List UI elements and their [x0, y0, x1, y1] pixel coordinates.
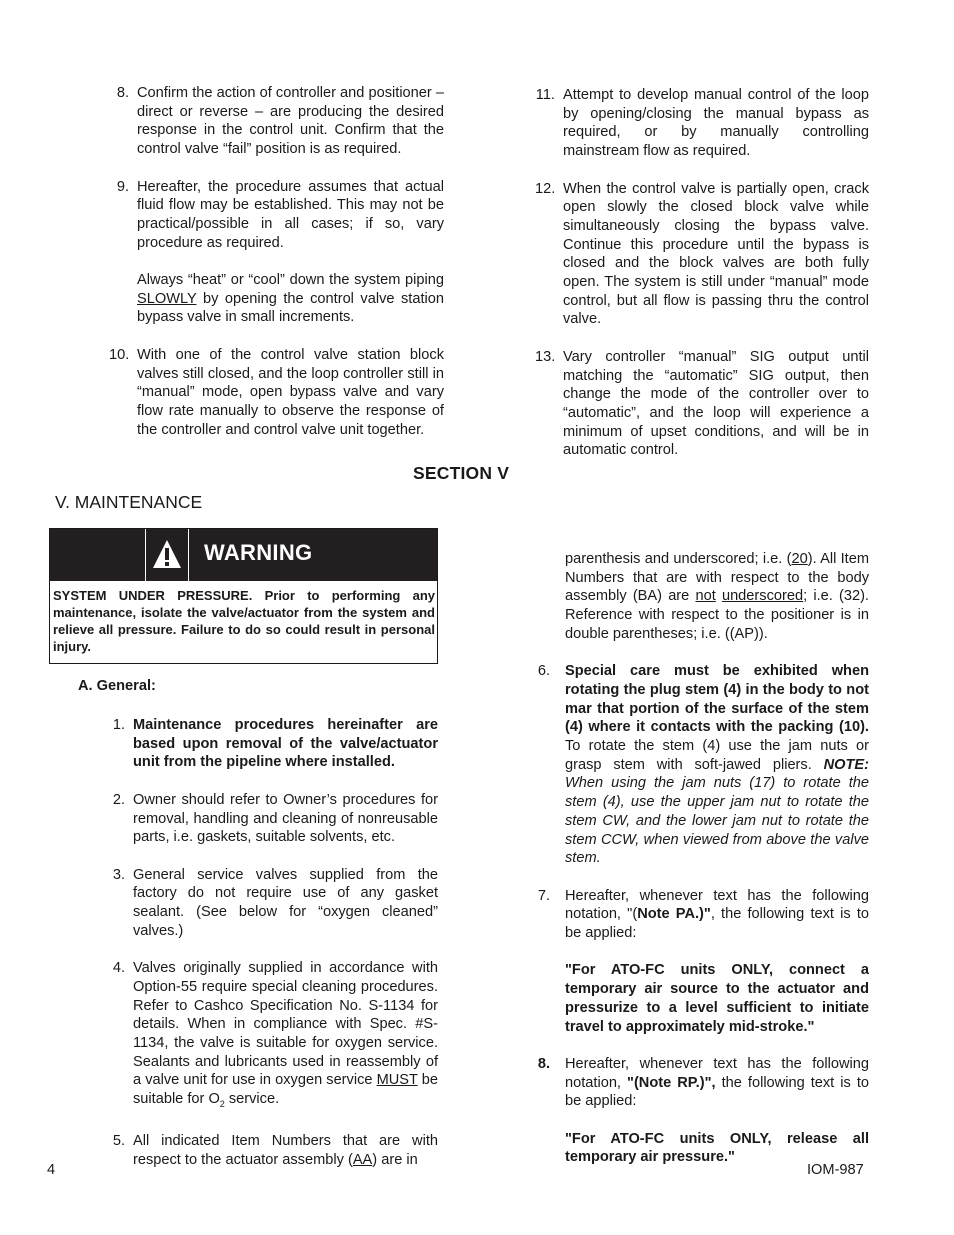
text-run: by opening the control valve station bypass valve in small increments. — [137, 290, 444, 326]
warning-icon-cell — [145, 529, 189, 581]
list-item-8b — [535, 1055, 869, 1167]
bottom-right-column — [535, 550, 869, 1186]
item-number: 8. — [537, 1055, 550, 1072]
text-run: Hereafter, whenever text has the following notation, — [565, 1055, 869, 1091]
text-run: ; i.e. (32). Reference with respect to the positioner is in double parentheses; i.e. ((AP)). — [565, 588, 869, 642]
item-number: 13. — [535, 348, 556, 365]
item-number: 1. — [112, 717, 125, 733]
text-run: the following text is to be applied: — [565, 1074, 870, 1110]
text-run: ). All Item Numbers that are with respect to the body assembly (BA) are — [565, 551, 869, 605]
item-text: With one of the control valve station block valves still closed, and the loop controller still in “manual” mode, open bypass valve and vary flow rate manually to observe the response of the controller and control valve unit together. — [137, 346, 444, 438]
item-text: General service valves supplied from the factory do not require use of any gasket sealant. (See below for “oxygen cleaned” valves.) — [133, 866, 438, 939]
item-number: 9. — [116, 178, 129, 195]
item-text-paragraph-2: "For ATO-FC units ONLY, connect a temporary air source to the actuator and pressurize to a level sufficient to initiate travel to approximately mid-stroke." — [565, 962, 869, 1035]
item-number: 6. — [537, 663, 550, 680]
general-heading: A. General: — [78, 678, 156, 694]
text-run: ) are in — [372, 1152, 418, 1169]
list-item-13 — [535, 348, 869, 460]
underlined-text: MUST — [376, 1072, 418, 1089]
item-text — [565, 662, 869, 868]
list-item-10 — [109, 346, 444, 440]
text-run: Valves originally supplied in accordance with Option-55 require special cleaning procedures. Refer to Cashco Specification No. S-1134 for details. When in compliance with Spec. #S-1134, the valve is suitable for oxygen service. Sealants and lubricants used in reassembly of a valve unit for use in oxygen service — [133, 960, 438, 1089]
text-run: parenthesis and underscored; i.e. ( — [565, 551, 792, 567]
bold-text: Note PA.)" — [637, 906, 711, 923]
warning-box — [49, 528, 438, 664]
maintenance-heading: V. MAINTENANCE — [55, 492, 203, 512]
item-text — [565, 887, 869, 943]
item-text: Maintenance procedures hereinafter are based upon removal of the valve/actuator unit from the pipeline where installed. — [133, 717, 438, 771]
section-heading: SECTION V — [413, 463, 510, 483]
underlined-text: AA — [352, 1152, 373, 1169]
text-run: be suitable for O — [133, 1072, 438, 1108]
note-label: NOTE: — [823, 756, 869, 773]
list-item-1 — [105, 716, 438, 772]
item-text — [133, 959, 438, 1114]
text-run: service. — [224, 1091, 280, 1108]
list-item-6 — [535, 662, 869, 868]
list-item-5 — [105, 1132, 438, 1169]
top-right-column — [535, 86, 869, 479]
underlined-text: underscored — [721, 588, 804, 605]
list-item-2 — [105, 791, 438, 847]
warning-text: SYSTEM UNDER PRESSURE. Prior to performing any maintenance, isolate the valve/actuator from the system and relieve all pressure. Failure to do so could result in personal injury. — [53, 588, 435, 654]
text-run: , the following text is to be applied: — [565, 906, 869, 942]
list-item-8 — [109, 84, 444, 159]
list-item-3 — [105, 866, 438, 941]
bold-text: Special care must be exhibited when rotating the plug stem (4) in the body to not mar that portion of the surface of the stem (4) where it contacts with the packing (10). — [565, 663, 869, 736]
underlined-text: SLOWLY — [137, 290, 197, 307]
warning-triangle-icon — [152, 538, 182, 570]
italic-text: When using the jam nuts (17) to rotate the stem (4), use the upper jam nut to rotate the stem CW, and the lower jam nut to rotate the stem CCW, when viewed from above the valve stem. — [565, 775, 869, 867]
list-item-7 — [535, 887, 869, 1037]
item-number: 3. — [112, 866, 125, 883]
page-number: 4 — [47, 1162, 56, 1178]
top-left-column — [109, 84, 444, 458]
text-run: Always “heat” or “cool” down the system piping — [137, 272, 444, 288]
item-number: 11. — [535, 87, 555, 103]
underlined-text: 20 — [791, 551, 808, 567]
underlined-text: not — [695, 588, 716, 605]
item-text-paragraph-2: "For ATO-FC units ONLY, release all temporary air pressure." — [565, 1130, 869, 1166]
item-text: Owner should refer to Owner’s procedures for removal, handling and cleaning of nonreusable parts, i.e. gaskets, suitable solvents, etc. — [133, 791, 438, 846]
text-run: Hereafter, whenever text has the following notation, "( — [565, 887, 869, 923]
item-text — [133, 1132, 438, 1169]
item-text — [565, 1055, 869, 1111]
document-id: IOM-987 — [807, 1162, 864, 1178]
subscript: 2 — [219, 1098, 225, 1109]
item-number: 2. — [112, 791, 125, 808]
item-text-paragraph-2 — [137, 271, 444, 327]
text-run: All indicated Item Numbers that are with respect to the actuator assembly ( — [133, 1133, 438, 1169]
warning-title: WARNING — [204, 540, 313, 565]
item-number: 7. — [537, 887, 550, 904]
continuation-text — [565, 550, 869, 644]
item-text: Hereafter, the procedure assumes that actual fluid flow may be established. This may not be practical/possible in all cases; if so, vary procedure as required. — [137, 178, 444, 251]
list-item-11 — [535, 86, 869, 161]
item-text: Confirm the action of controller and positioner – direct or reverse – are producing the desired response in the control unit. Confirm that the control valve “fail” position is as required. — [137, 85, 444, 158]
item-number: 12. — [535, 180, 556, 197]
item-number: 5. — [112, 1133, 125, 1150]
list-item-12 — [535, 180, 869, 330]
text-run: To rotate the stem (4) use the jam nuts or grasp stem with soft-jawed pliers. — [565, 738, 869, 773]
item-text: Attempt to develop manual control of the loop by opening/closing the manual bypass as required, or by manually controlling mainstream flow as required. — [563, 87, 869, 160]
list-item-4 — [105, 959, 438, 1114]
bold-text: "(Note RP.)", — [627, 1074, 716, 1091]
list-item-9 — [109, 178, 444, 328]
bottom-left-column — [105, 716, 438, 1188]
item-text: When the control valve is partially open, crack open slowly the closed block valve while simultaneously closing the bypass valve. Continue this procedure until the bypass is closed and the block valves are both fully open. The system is still under “manual” mode control, but all flow is passing thru the control valve. — [563, 180, 869, 328]
item-number: 10. — [109, 346, 130, 363]
item-text: Vary controller “manual” SIG output until matching the “automatic” SIG output, then change the mode of the controller over to “automatic”, and the loop will experience a minimum of upset conditions, and will be in automatic control. — [563, 348, 869, 459]
item-number: 4. — [112, 960, 125, 977]
warning-header — [50, 529, 437, 581]
item-number: 8. — [116, 85, 129, 101]
